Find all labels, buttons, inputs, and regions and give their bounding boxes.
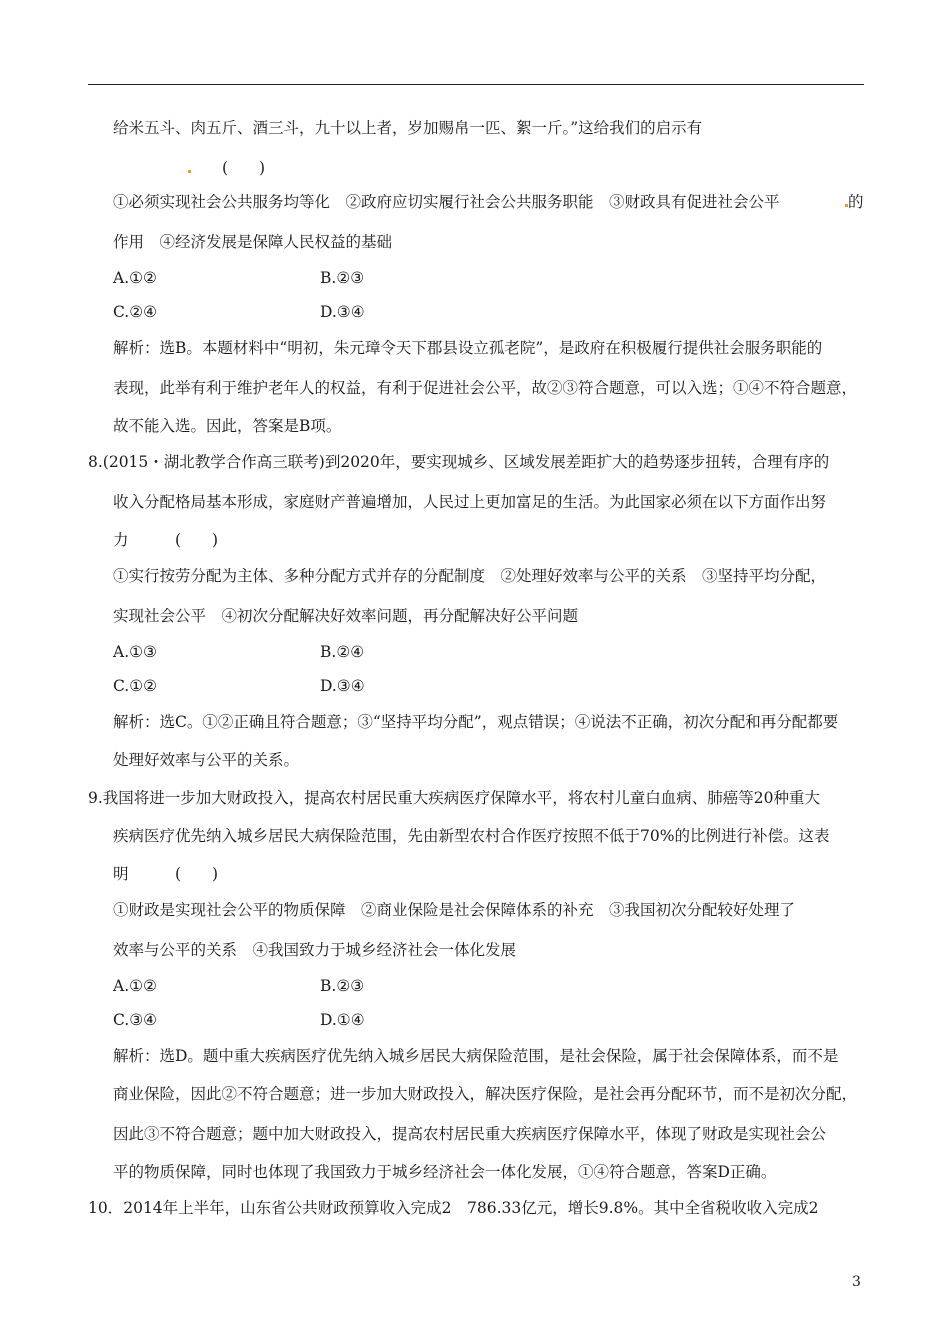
explanation-line: 商业保险，因此②不符合题意；进一步加大财政投入，解决医疗保险，是社会再分配环节，而不是初次分配， xyxy=(113,1085,858,1103)
question-10-stem: 10．2014年上半年，山东省公共财政预算收入完成2 786.33亿元，增长9.8%。其中全省税收收入完成2 xyxy=(88,1199,819,1217)
question-9-stem: 明 ( ) xyxy=(113,865,219,883)
statements-line: 实现社会公平 ④初次分配解决好效率问题，再分配解决好公平问题 xyxy=(113,607,579,625)
option-c: C.②④ xyxy=(113,303,158,321)
explanation-line: 故不能入选。因此，答案是B项。 xyxy=(113,417,342,435)
statements-line: ①必须实现社会公共服务均等化 ②政府应切实履行社会公共服务职能 ③财政具有促进社会公平 xyxy=(113,193,780,211)
explanation-line: 解析：选D。题中重大疾病医疗优先纳入城乡居民大病保险范围，是社会保险，属于社会保障体系，而不是 xyxy=(113,1047,839,1065)
option-a: A.①③ xyxy=(113,643,157,661)
header-rule xyxy=(88,84,864,85)
explanation-line: 平的物质保障，同时也体现了我国致力于城乡经济社会一体化发展，①④符合题意，答案D正确。 xyxy=(113,1163,777,1181)
statements-line: ①财政是实现社会公平的物质保障 ②商业保险是社会保障体系的补充 ③我国初次分配较好处理了 xyxy=(113,901,796,919)
option-d: D.③④ xyxy=(320,677,365,695)
option-b: B.②③ xyxy=(320,269,365,287)
ink-dot xyxy=(188,170,191,173)
option-d: D.③④ xyxy=(320,303,365,321)
question-9-stem: 疾病医疗优先纳入城乡居民大病保险范围，先由新型农村合作医疗按照不低于70%的比例进行补偿。这表 xyxy=(113,827,830,845)
text-line: 给米五斗、肉五斤、酒三斗，九十以上者，岁加赐帛一匹、絮一斤。”这给我们的启示有 xyxy=(113,119,703,137)
question-8-stem: 8.(2015・湖北教学合作高三联考)到2020年，要实现城乡、区域发展差距扩大的趋势逐步扭转，合理有序的 xyxy=(88,453,830,471)
option-a: A.①② xyxy=(113,977,157,995)
explanation-line: 解析：选C。①②正确且符合题意；③“坚持平均分配”，观点错误；④说法不正确，初次分配和再分配都要 xyxy=(113,713,839,731)
explanation-line: 表现，此举有利于维护老年人的权益，有利于促进社会公平，故②③符合题意，可以入选；①④不符合题意， xyxy=(113,379,858,397)
option-b: B.②④ xyxy=(320,643,365,661)
option-c: C.①② xyxy=(113,677,158,695)
option-b: B.②③ xyxy=(320,977,365,995)
option-d: D.①④ xyxy=(320,1011,365,1029)
explanation-line: 处理好效率与公平的关系。 xyxy=(113,751,300,769)
question-8-stem: 收入分配格局基本形成，家庭财产普遍增加，人民过上更加富足的生活。为此国家必须在以下方面作出努 xyxy=(113,493,827,511)
question-8-stem: 力 ( ) xyxy=(113,531,219,549)
text-line-tail: 的 xyxy=(848,193,864,211)
explanation-line: 因此③不符合题意；题中加大财政投入，提高农村居民重大疾病医疗保障水平，体现了财政是实现社会公 xyxy=(113,1125,827,1143)
statements-line: 作用 ④经济发展是保障人民权益的基础 xyxy=(113,233,393,251)
option-c: C.③④ xyxy=(113,1011,158,1029)
page-number: 3 xyxy=(852,1274,861,1290)
explanation-line: 解析：选B。本题材料中“明初，朱元璋令天下郡县设立孤老院”，是政府在积极履行提供社会服务职能的 xyxy=(113,339,823,357)
statements-line: ①实行按劳分配为主体、多种分配方式并存的分配制度 ②处理好效率与公平的关系 ③坚持平均分配， xyxy=(113,567,827,585)
option-a: A.①② xyxy=(113,269,157,287)
question-9-stem: 9.我国将进一步加大财政投入，提高农村居民重大疾病医疗保障水平，将农村儿童白血病、肺癌等20种重大 xyxy=(88,789,821,807)
statements-line: 效率与公平的关系 ④我国致力于城乡经济社会一体化发展 xyxy=(113,941,517,959)
answer-bracket: ( ) xyxy=(222,159,266,177)
